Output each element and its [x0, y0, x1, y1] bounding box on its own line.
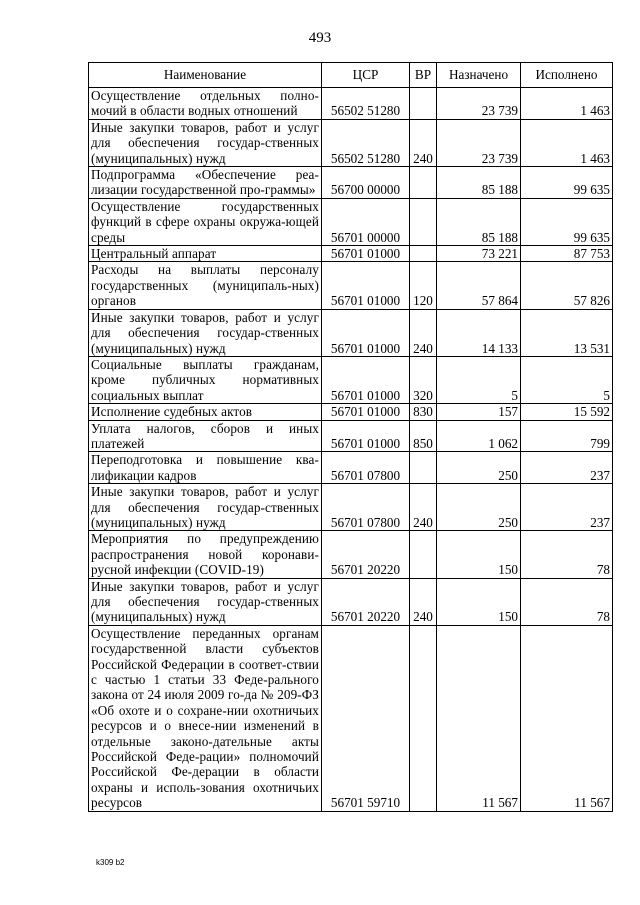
cell-vr: 850: [410, 420, 437, 452]
table-row: [89, 198, 613, 245]
cell-csr: 56701 01000: [322, 356, 410, 403]
header-executed: Исполнено: [521, 63, 613, 88]
cell-assigned: 85 188: [437, 198, 521, 245]
cell-assigned: 23 739: [437, 88, 521, 120]
cell-name: Мероприятия по предупреждению распространения новой коронави-русной инфекции (COVID-19): [89, 531, 322, 578]
cell-csr: 56701 20220: [322, 578, 410, 625]
cell-csr: 56502 51280: [322, 119, 410, 166]
cell-executed: 1 463: [521, 88, 613, 120]
table-row: [89, 578, 613, 625]
cell-csr: 56502 51280: [322, 88, 410, 120]
cell-assigned: 150: [437, 531, 521, 578]
cell-name: Иные закупки товаров, работ и услуг для обеспечения государ-ственных (муниципальных) нужд: [89, 578, 322, 625]
table-row: [89, 420, 613, 452]
table-row: [89, 531, 613, 578]
cell-assigned: 85 188: [437, 167, 521, 199]
cell-assigned: 57 864: [437, 262, 521, 309]
cell-vr: 240: [410, 578, 437, 625]
table-body: [89, 88, 613, 812]
table-row: [89, 262, 613, 309]
cell-assigned: 23 739: [437, 119, 521, 166]
cell-name: Уплата налогов, сборов и иных платежей: [89, 420, 322, 452]
cell-executed: 15 592: [521, 404, 613, 420]
cell-executed: 13 531: [521, 309, 613, 356]
cell-vr: [410, 167, 437, 199]
cell-executed: 5: [521, 356, 613, 403]
cell-vr: 830: [410, 404, 437, 420]
cell-executed: 99 635: [521, 167, 613, 199]
cell-assigned: 250: [437, 484, 521, 531]
cell-name: Исполнение судебных актов: [89, 404, 322, 420]
table-row: [89, 119, 613, 166]
cell-vr: 240: [410, 309, 437, 356]
cell-executed: 11 567: [521, 625, 613, 811]
cell-executed: 237: [521, 484, 613, 531]
budget-table: [88, 62, 613, 812]
cell-vr: [410, 246, 437, 262]
cell-csr: 56701 01000: [322, 404, 410, 420]
cell-name: Центральный аппарат: [89, 246, 322, 262]
cell-csr: 56701 01000: [322, 309, 410, 356]
cell-name: Иные закупки товаров, работ и услуг для обеспечения государ-ственных (муниципальных) нужд: [89, 309, 322, 356]
cell-name: Осуществление государственных функций в сфере охраны окружа-ющей среды: [89, 198, 322, 245]
cell-name: Осуществление переданных органам государственной власти субъектов Российской Федерации в соответ-ствии с частью 1 статьи 33 Феде-рального закона от 24 июля 2009 го-да № 209-ФЗ «Об охоте и о сохране-нии охотничьих ресурсов и о внесе-нии изменений в отдельные законо-дательные акты Российской Феде-рации» полномочий Российской Фе-дерации в области охраны и исполь-зования охотничьих ресурсов: [89, 625, 322, 811]
cell-assigned: 5: [437, 356, 521, 403]
cell-vr: [410, 625, 437, 811]
cell-assigned: 250: [437, 452, 521, 484]
table-row: [89, 167, 613, 199]
cell-vr: 240: [410, 484, 437, 531]
table-row: [89, 452, 613, 484]
footer-code: k309 b2: [96, 858, 125, 867]
cell-executed: 78: [521, 578, 613, 625]
table-header-row: [89, 63, 613, 88]
cell-vr: [410, 198, 437, 245]
cell-csr: 56701 01000: [322, 420, 410, 452]
cell-executed: 78: [521, 531, 613, 578]
cell-csr: 56701 07800: [322, 452, 410, 484]
cell-vr: [410, 452, 437, 484]
cell-csr: 56701 01000: [322, 262, 410, 309]
cell-assigned: 14 133: [437, 309, 521, 356]
header-name: Наименование: [89, 63, 322, 88]
cell-assigned: 150: [437, 578, 521, 625]
cell-name: Подпрограмма «Обеспечение реа-лизации государственной про-граммы»: [89, 167, 322, 199]
cell-assigned: 73 221: [437, 246, 521, 262]
table-row: [89, 88, 613, 120]
table-row: [89, 356, 613, 403]
cell-assigned: 11 567: [437, 625, 521, 811]
table-row: [89, 404, 613, 420]
cell-csr: 56700 00000: [322, 167, 410, 199]
cell-csr: 56701 00000: [322, 198, 410, 245]
cell-name: Иные закупки товаров, работ и услуг для обеспечения государ-ственных (муниципальных) нужд: [89, 484, 322, 531]
cell-executed: 799: [521, 420, 613, 452]
cell-assigned: 1 062: [437, 420, 521, 452]
page-number: 493: [308, 30, 332, 46]
header-csr: ЦСР: [322, 63, 410, 88]
cell-assigned: 157: [437, 404, 521, 420]
cell-name: Осуществление отдельных полно-мочий в области водных отношений: [89, 88, 322, 120]
cell-csr: 56701 07800: [322, 484, 410, 531]
cell-vr: 120: [410, 262, 437, 309]
table-row: [89, 246, 613, 262]
cell-csr: 56701 01000: [322, 246, 410, 262]
cell-executed: 99 635: [521, 198, 613, 245]
cell-executed: 57 826: [521, 262, 613, 309]
cell-vr: [410, 88, 437, 120]
cell-vr: 320: [410, 356, 437, 403]
cell-vr: [410, 531, 437, 578]
cell-executed: 87 753: [521, 246, 613, 262]
cell-name: Иные закупки товаров, работ и услуг для обеспечения государ-ственных (муниципальных) нужд: [89, 119, 322, 166]
cell-executed: 237: [521, 452, 613, 484]
cell-vr: 240: [410, 119, 437, 166]
table-row: [89, 484, 613, 531]
cell-executed: 1 463: [521, 119, 613, 166]
cell-csr: 56701 20220: [322, 531, 410, 578]
header-assigned: Назначено: [437, 63, 521, 88]
table-row: [89, 309, 613, 356]
cell-name: Социальные выплаты гражданам, кроме публичных нормативных социальных выплат: [89, 356, 322, 403]
cell-name: Расходы на выплаты персоналу государственных (муниципаль-ных) органов: [89, 262, 322, 309]
table-row: [89, 625, 613, 811]
cell-name: Переподготовка и повышение ква-лификации кадров: [89, 452, 322, 484]
cell-csr: 56701 59710: [322, 625, 410, 811]
header-vr: ВР: [410, 63, 437, 88]
